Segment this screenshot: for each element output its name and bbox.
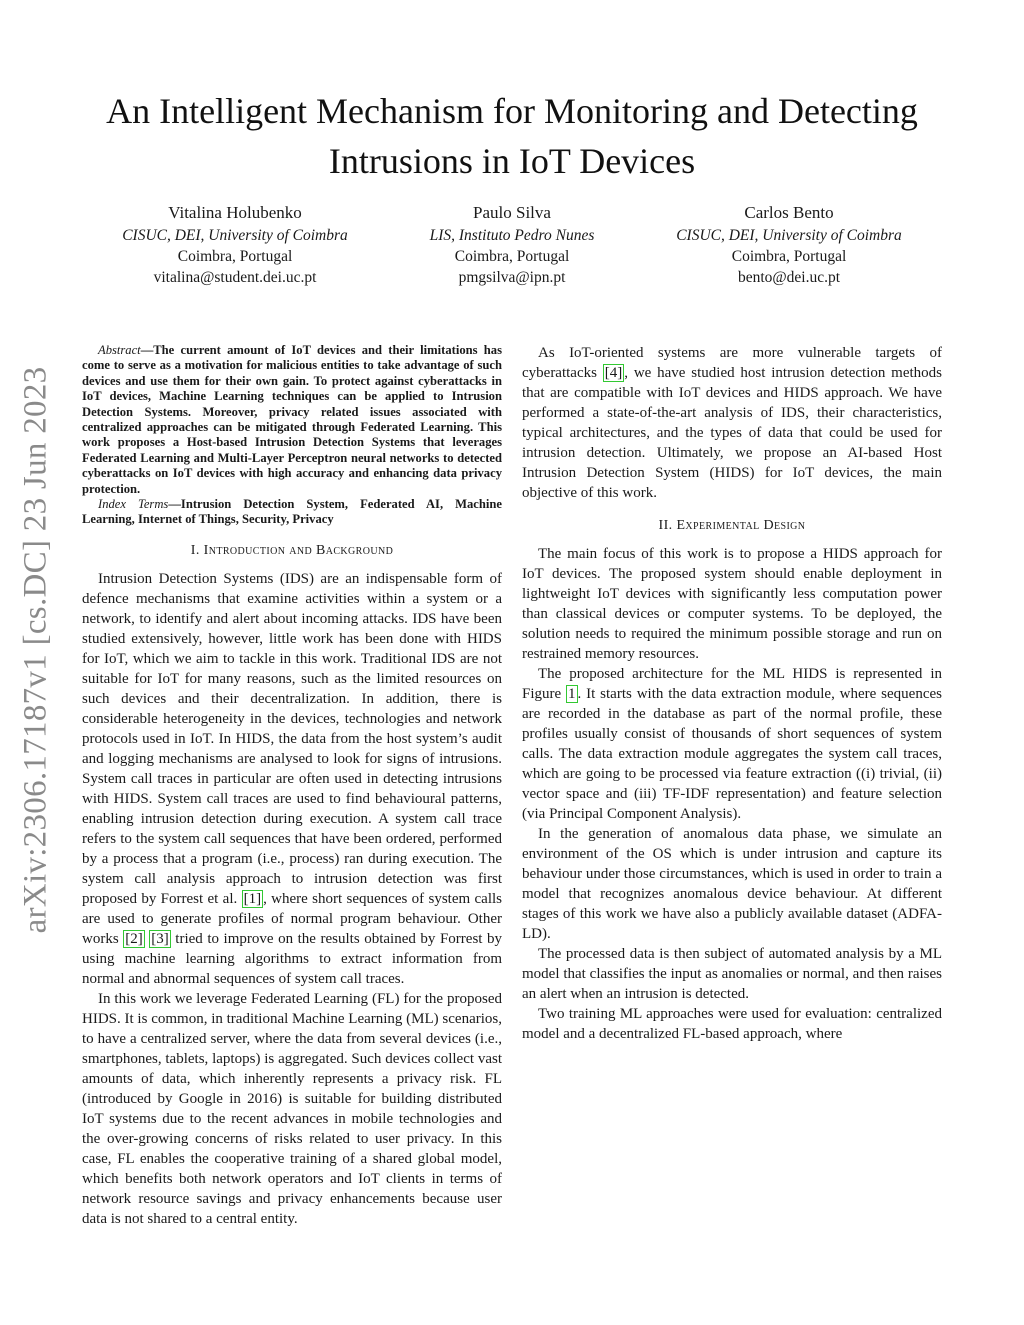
index-terms <box>82 497 502 528</box>
paper-title: An Intelligent Mechanism for Monitoring and Detecting Intrusions in IoT Devices <box>106 91 918 181</box>
author-name: Vitalina Holubenko <box>168 203 302 222</box>
author-2 <box>377 202 647 288</box>
citation-link-3[interactable]: [3] <box>151 930 169 947</box>
section-heading-design: II. Experimental Design <box>658 518 806 533</box>
left-column <box>82 343 502 1229</box>
arxiv-identifier <box>6 350 66 950</box>
author-location: Coimbra, Portugal <box>731 248 847 265</box>
design-paragraph-5: Two training ML approaches were used for evaluation: centralized model and a decentralized FL-based approach, where <box>522 1006 942 1042</box>
author-location: Coimbra, Portugal <box>454 248 570 265</box>
intro-paragraph-3 <box>522 343 942 503</box>
design-paragraph-3: In the generation of anomalous data phase, we simulate an environment of the OS which is under intrusion and capture its behaviour under those circumstances, which is used in order to train a model that recognizes anomalous device behaviour. At different stages of this work we have also a publicly available dataset (ADFA-LD). <box>522 826 942 942</box>
author-affiliation: LIS, Instituto Pedro Nunes <box>429 227 595 244</box>
intro-paragraph-1 <box>82 569 502 989</box>
author-block <box>100 202 924 288</box>
intro-paragraph-2: In this work we leverage Federated Learning (FL) for the proposed HIDS. It is common, in traditional Machine Learning (ML) scenarios, to have a centralized server, where the data from several devices (i.e., smartphones, tablets, laptops) is aggregated. Such devices collect vast amounts of data, which inherently represents a privacy risk. FL (introduced by Google in 2016) is suitable for building distributed IoT systems due to the recent advances in mobile technologies and the over-growing concerns of risks related to user privacy. In this case, FL enables the cooperative training of a shared global model, which benefits both network operators and IoT clients in terms of network resource savings and privacy enhancements because user data is not shared to a central entity. <box>82 990 502 1227</box>
author-email: bento@dei.uc.pt <box>737 269 841 286</box>
design-paragraph-1: The main focus of this work is to propose a HIDS approach for IoT devices. The proposed system should enable deployment in lightweight IoT devices with significantly less computation power than classical devices or computer systems. To be deployed, the solution needs to required the minimum possible storage and run on restrained memory resources. <box>522 546 942 662</box>
index-terms-text: —Intrusion Detection System, Federated AI, Machine Learning, Internet of Things, Security, Privacy <box>82 497 502 527</box>
intro-p1-text-c: tried to improve on the results obtained by Forrest by using machine learning algorithms to extract information from normal and abnormal sequences of system call traces. <box>82 930 502 987</box>
author-affiliation: CISUC, DEI, University of Coimbra <box>122 227 348 244</box>
author-email: pmgsilva@ipn.pt <box>458 269 566 286</box>
citation-link-1[interactable]: [1] <box>243 890 262 907</box>
abstract <box>82 343 502 497</box>
author-email: vitalina@student.dei.uc.pt <box>153 269 317 286</box>
intro-p3-text-b: , we have studied host intrusion detection methods that are compatible with IoT devices and HIDS approach. We have performed a state-of-the-art analysis of IDS, their characteristics, typical architectures, and the types of data that could be used for intrusion detection. Ultimately, we propose an AI-based Host Intrusion Detection System (HIDS) for IoT devices, the main objective of this work. <box>522 365 942 501</box>
intro-p3-text-a: As IoT-oriented systems are more vulnerable targets of cyberattacks <box>522 345 942 381</box>
author-1 <box>100 202 370 288</box>
author-name: Paulo Silva <box>473 203 551 222</box>
figure-link-1[interactable]: 1 <box>568 686 576 702</box>
author-3 <box>654 202 924 288</box>
intro-p1-text-a: Intrusion Detection Systems (IDS) are an indispensable form of defence mechanisms that examine activities within a system or a network, to identify and alert about incoming attacks. IDS have been studied extensively, however, little work has been done with HIDS for IoT, which we aim to tackle in this work. Traditional IDS are not suitable for IoT for many reasons, such as the limited resources on such devices and their decentralization. In addition, there is considerable heterogeneity in the devices, technologies and network protocols used in IoT. In HIDS, the data from the host system’s audit and logging mechanisms are analysed to look for signs of intrusions. System call traces in particular are often used in detecting intrusions with HIDS. System call traces are used to find behavioural patterns, enabling intrusion detection during execution. A system call trace refers to the system call sequences that have been ordered, performed by a process that a program (i.e., process) ran during execution. The system call analysis approach to intrusion detection was first proposed by Forrest et al. <box>82 570 502 907</box>
abstract-label: Abstract <box>98 343 141 357</box>
author-location: Coimbra, Portugal <box>177 248 293 265</box>
intro-p1-text-b: , where short sequences of system calls are used to generate profiles of normal program behaviour. Other works <box>82 890 502 947</box>
arxiv-identifier-text: arXiv:2306.17187v1 [cs.DC] 23 Jun 2023 <box>17 366 54 934</box>
abstract-text: —The current amount of IoT devices and their limitations has come to serve as a motivation for malicious entities to take advantage of such devices and use them for their own gain. To protect against cyberattacks in IoT devices, Machine Learning techniques can be applied to Intrusion Detection Systems. Moreover, privacy related issues associated with centralized approaches can be mitigated through Federated Learning. This work proposes a Host-based Intrusion Detection Systems that leverages Federated Learning and Multi-Layer Perceptron neural networks to detected cyberattacks on IoT devices with high accuracy and enhancing data privacy protection. <box>82 343 502 496</box>
citation-link-2[interactable]: [2] <box>125 930 143 947</box>
design-paragraph-2 <box>522 664 942 824</box>
index-terms-label: Index Terms <box>98 497 169 512</box>
author-affiliation: CISUC, DEI, University of Coimbra <box>676 227 902 244</box>
design-paragraph-4: The processed data is then subject of automated analysis by a ML model that classifies the input as anomalies or normal, and then raises an alert when an intrusion is detected. <box>522 946 942 1002</box>
citation-link-4[interactable]: [4] <box>604 365 623 381</box>
right-column <box>522 343 942 1044</box>
author-name: Carlos Bento <box>744 203 834 222</box>
design-p2-text-b: . It starts with the data extraction module, where sequences are recorded in the database as part of the normal profile, these profiles usually consist of thousands of short sequences of system calls. The data extraction module aggregates the system call traces, which are going to be processed via feature extraction ((i) trivial, (ii) vector space and (iii) TF-IDF representation) and feature selection (via Principal Component Analysis). <box>522 686 942 822</box>
section-heading-intro: I. Introduction and Background <box>190 542 394 558</box>
design-p2-text-a: The proposed architecture for the ML HIDS is represented in Figure <box>522 666 942 702</box>
